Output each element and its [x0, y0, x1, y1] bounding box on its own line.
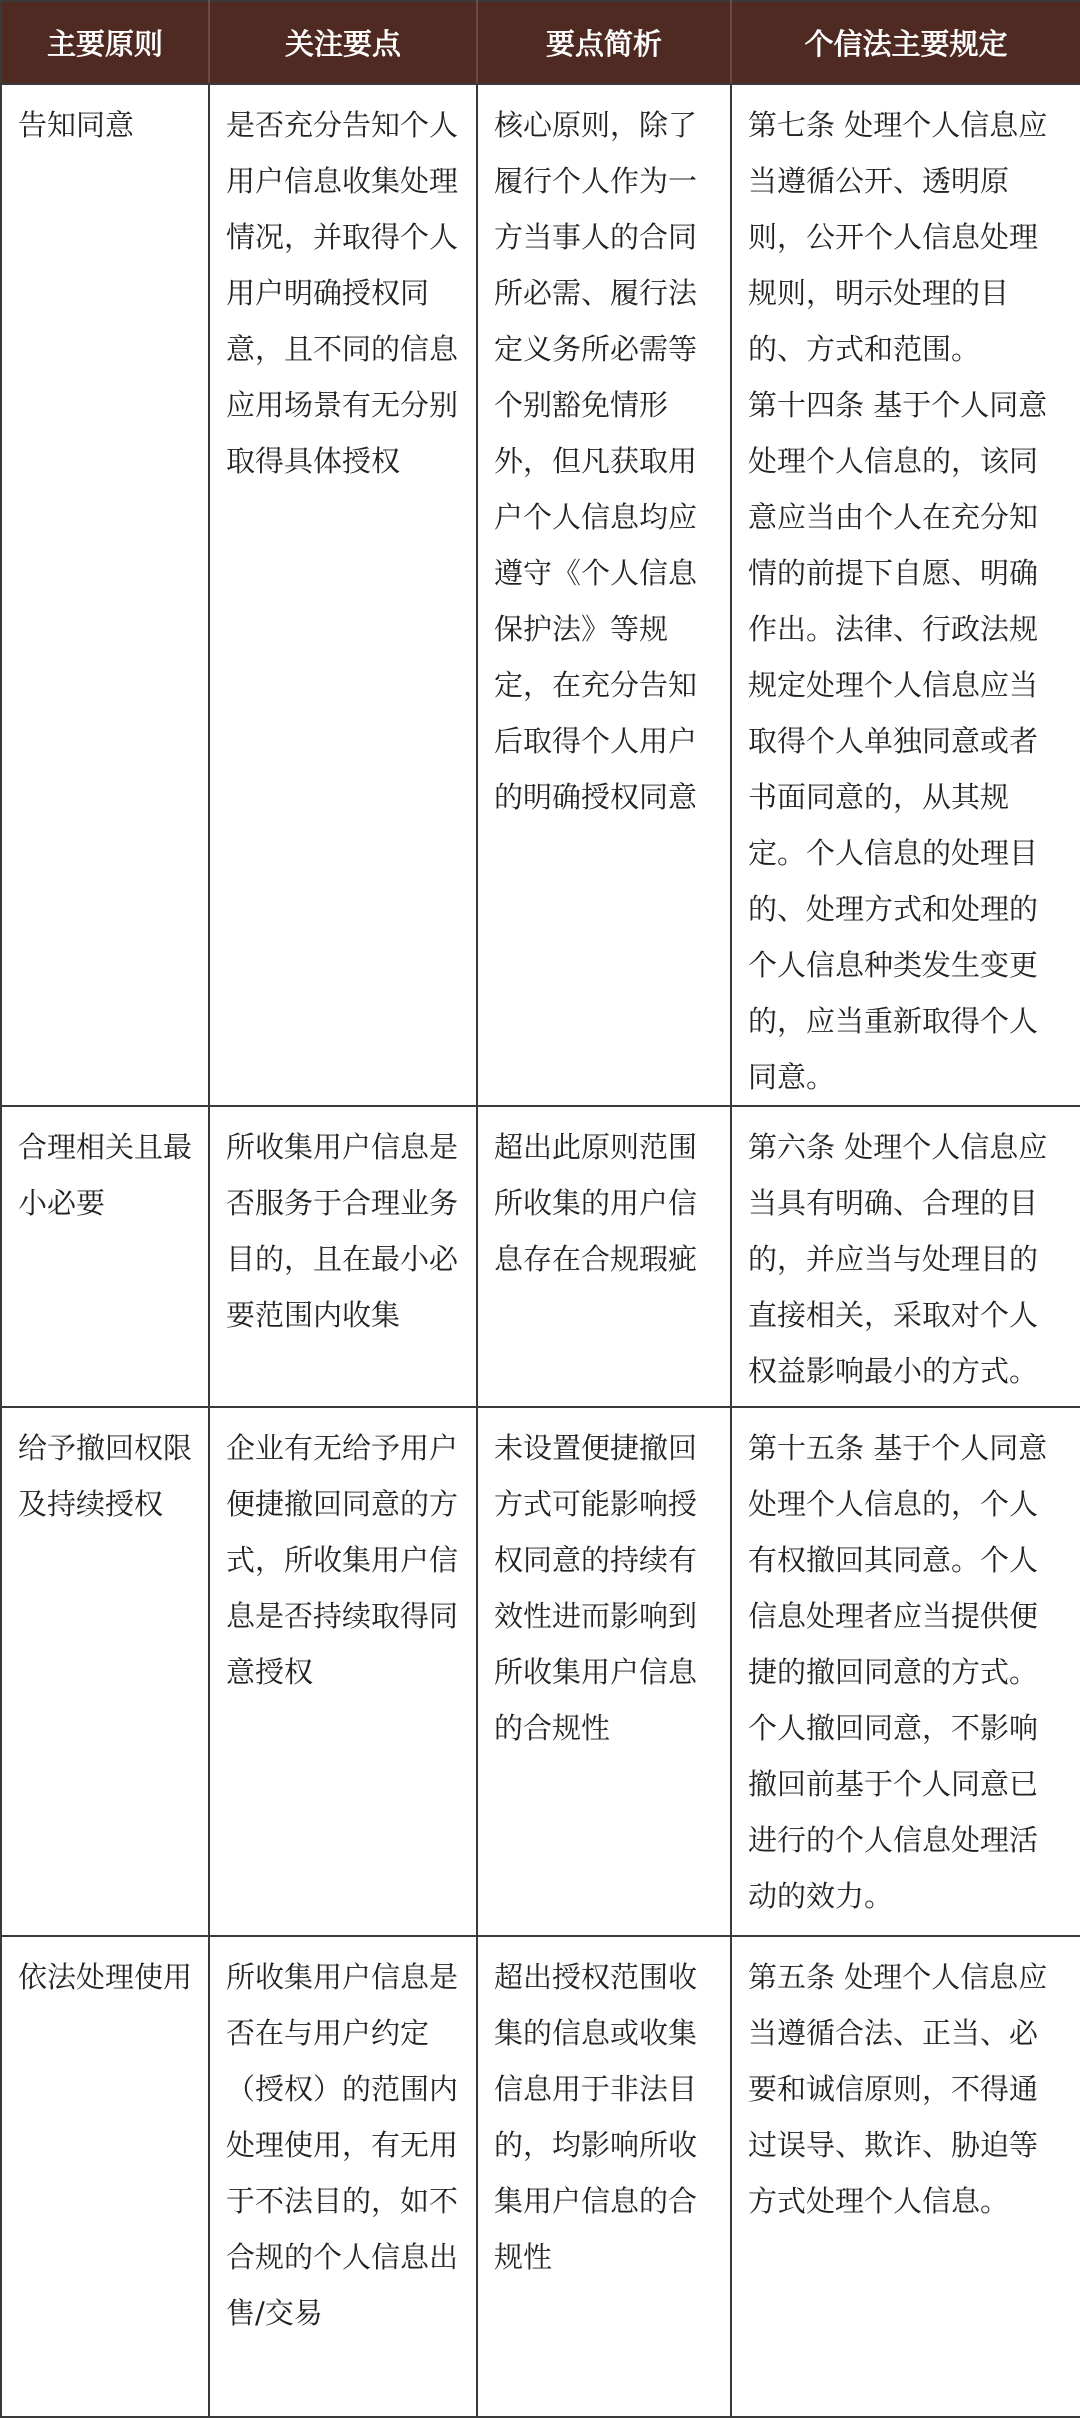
- header-principle: 主要原则: [1, 1, 209, 84]
- table-row: [1, 1407, 1080, 1936]
- cell-provisions: 第五条 处理个人信息应当遵循合法、正当、必要和诚信原则，不得通过误导、欺诈、胁迫等方式处理个人信息。: [731, 1936, 1080, 2417]
- cell-focus: 企业有无给予用户便捷撤回同意的方式，所收集用户信息是否持续取得同意授权: [209, 1407, 477, 1936]
- cell-analysis: 超出此原则范围所收集的用户信息存在合规瑕疵: [477, 1106, 731, 1407]
- cell-principle: 合理相关且最小必要: [1, 1106, 209, 1407]
- cell-focus: 是否充分告知个人用户信息收集处理情况，并取得个人用户明确授权同意，且不同的信息应用场景有无分别取得具体授权: [209, 84, 477, 1106]
- cell-provisions: 第七条 处理个人信息应当遵循公开、透明原则，公开个人信息处理规则，明示处理的目的、方式和范围。 第十四条 基于个人同意处理个人信息的，该同意应当由个人在充分知情的前提下自愿、明确作出。法律、行政法规规定处理个人信息应当取得个人单独同意或者书面同意的，从其规定。个人信息的处理目的、处理方式和处理的个人信息种类发生变更的，应当重新取得个人同意。: [731, 84, 1080, 1106]
- cell-principle: 依法处理使用: [1, 1936, 209, 2417]
- cell-analysis: 未设置便捷撤回方式可能影响授权同意的持续有效性进而影响到所收集用户信息的合规性: [477, 1407, 731, 1936]
- table-row: [1, 1936, 1080, 2417]
- header-analysis: 要点简析: [477, 1, 731, 84]
- header-provisions: 个信法主要规定: [731, 1, 1080, 84]
- table-row: [1, 84, 1080, 1106]
- cell-principle: 告知同意: [1, 84, 209, 1106]
- cell-analysis: 核心原则，除了履行个人作为一方当事人的合同所必需、履行法定义务所必需等个别豁免情形外，但凡获取用户个人信息均应遵守《个人信息保护法》等规定，在充分告知后取得个人用户的明确授权同意: [477, 84, 731, 1106]
- cell-provisions: 第六条 处理个人信息应当具有明确、合理的目的，并应当与处理目的直接相关，采取对个人权益影响最小的方式。: [731, 1106, 1080, 1407]
- cell-principle: 给予撤回权限及持续授权: [1, 1407, 209, 1936]
- table-header-row: [1, 1, 1080, 84]
- cell-focus: 所收集用户信息是否服务于合理业务目的，且在最小必要范围内收集: [209, 1106, 477, 1407]
- header-focus: 关注要点: [209, 1, 477, 84]
- table-row: [1, 1106, 1080, 1407]
- cell-focus: 所收集用户信息是否在与用户约定（授权）的范围内处理使用，有无用于不法目的，如不合规的个人信息出售/交易: [209, 1936, 477, 2417]
- cell-provisions: 第十五条 基于个人同意处理个人信息的，个人有权撤回其同意。个人信息处理者应当提供便捷的撤回同意的方式。个人撤回同意，不影响撤回前基于个人同意已进行的个人信息处理活动的效力。: [731, 1407, 1080, 1936]
- cell-analysis: 超出授权范围收集的信息或收集信息用于非法目的，均影响所收集用户信息的合规性: [477, 1936, 731, 2417]
